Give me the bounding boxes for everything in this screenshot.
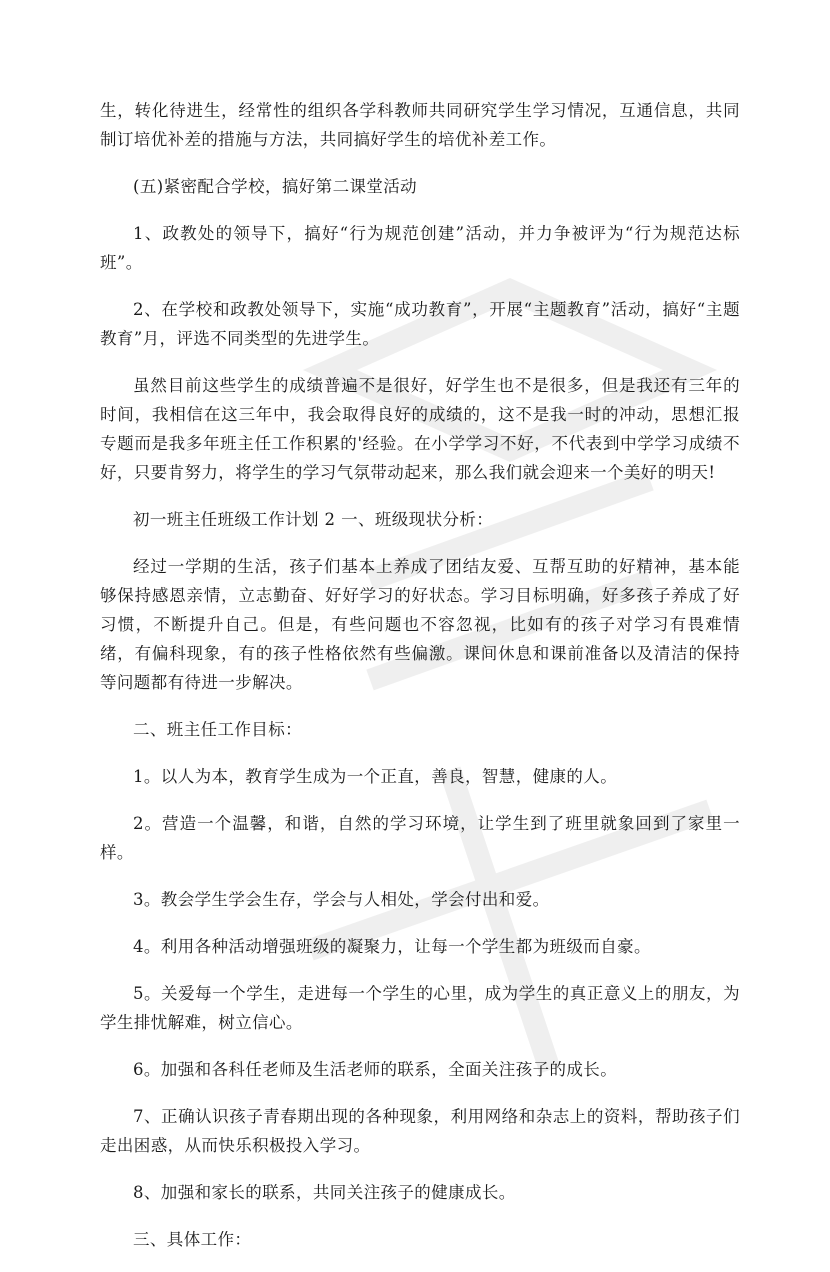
plan-title: 初一班主任班级工作计划 2 一、班级现状分析： xyxy=(133,510,494,529)
list-item: 8、加强和家长的联系，共同关注孩子的健康成长。 xyxy=(133,1183,516,1202)
paragraph-body: 经过一学期的生活，孩子们基本上养成了团结友爱、互帮互助的好精神，基本能够保持感恩亲情，立志勤奋、好好学习的好状态。学习目标明确，好多孩子养成了好习惯，不断提升自己。但是，有些问题也不容忽视，比如有的孩子对学习有畏难情绪，有偏科现象，有的孩子性格依然有些偏激。课间休息和课前准备以及清洁的保持等问题都有待进一步解决。 xyxy=(100,557,740,692)
list-item: 1、政教处的领导下，搞好“行为规范创建”活动，并力争被评为“行为规范达标班”。 xyxy=(100,224,740,272)
list-item: 5。关爱每一个学生，走进每一个学生的心里，成为学生的真正意义上的朋友，为学生排忧解难，树立信心。 xyxy=(100,984,740,1032)
section-heading-goals: 二、班主任工作目标： xyxy=(133,720,302,739)
list-item: 3。教会学生学会生存，学会与人相处，学会付出和爱。 xyxy=(133,890,550,909)
section-heading-second-classroom: (五)紧密配合学校，搞好第二课堂活动 xyxy=(133,177,418,196)
list-item: 7、正确认识孩子青春期出现的各种现象，利用网络和杂志上的资料，帮助孩子们走出困惑，从而快乐积极投入学习。 xyxy=(100,1107,740,1155)
list-item: 6。加强和各科任老师及生活老师的联系，全面关注孩子的成长。 xyxy=(133,1060,618,1079)
document-page xyxy=(100,96,740,1272)
list-item: 1。以人为本，教育学生成为一个正直，善良，智慧，健康的人。 xyxy=(133,767,618,786)
paragraph-continuation: 生，转化待进生，经常性的组织各学科教师共同研究学生学习情况，互通信息，共同制订培优补差的措施与方法，共同搞好学生的培优补差工作。 xyxy=(100,101,740,149)
list-item: 4。利用各种活动增强班级的凝聚力，让每一个学生都为班级而自豪。 xyxy=(133,937,651,956)
section-heading-tasks: 三、具体工作： xyxy=(133,1230,252,1249)
paragraph-body: 虽然目前这些学生的成绩普遍不是很好，好学生也不是很多，但是我还有三年的时间，我相信在这三年中，我会取得良好的成绩的，这不是我一时的冲动，思想汇报专题而是我多年班主任工作积累的'经验。在小学学习不好，不代表到中学学习成绩不好，只要肯努力，将学生的学习气氛带动起来，那么我们就会迎来一个美好的明天! xyxy=(100,376,740,482)
list-item: 2、在学校和政教处领导下，实施“成功教育”，开展“主题教育”活动，搞好“主题教育”月，评选不同类型的先进学生。 xyxy=(100,300,740,348)
list-item: 2。营造一个温馨，和谐，自然的学习环境，让学生到了班里就象回到了家里一样。 xyxy=(100,814,740,862)
